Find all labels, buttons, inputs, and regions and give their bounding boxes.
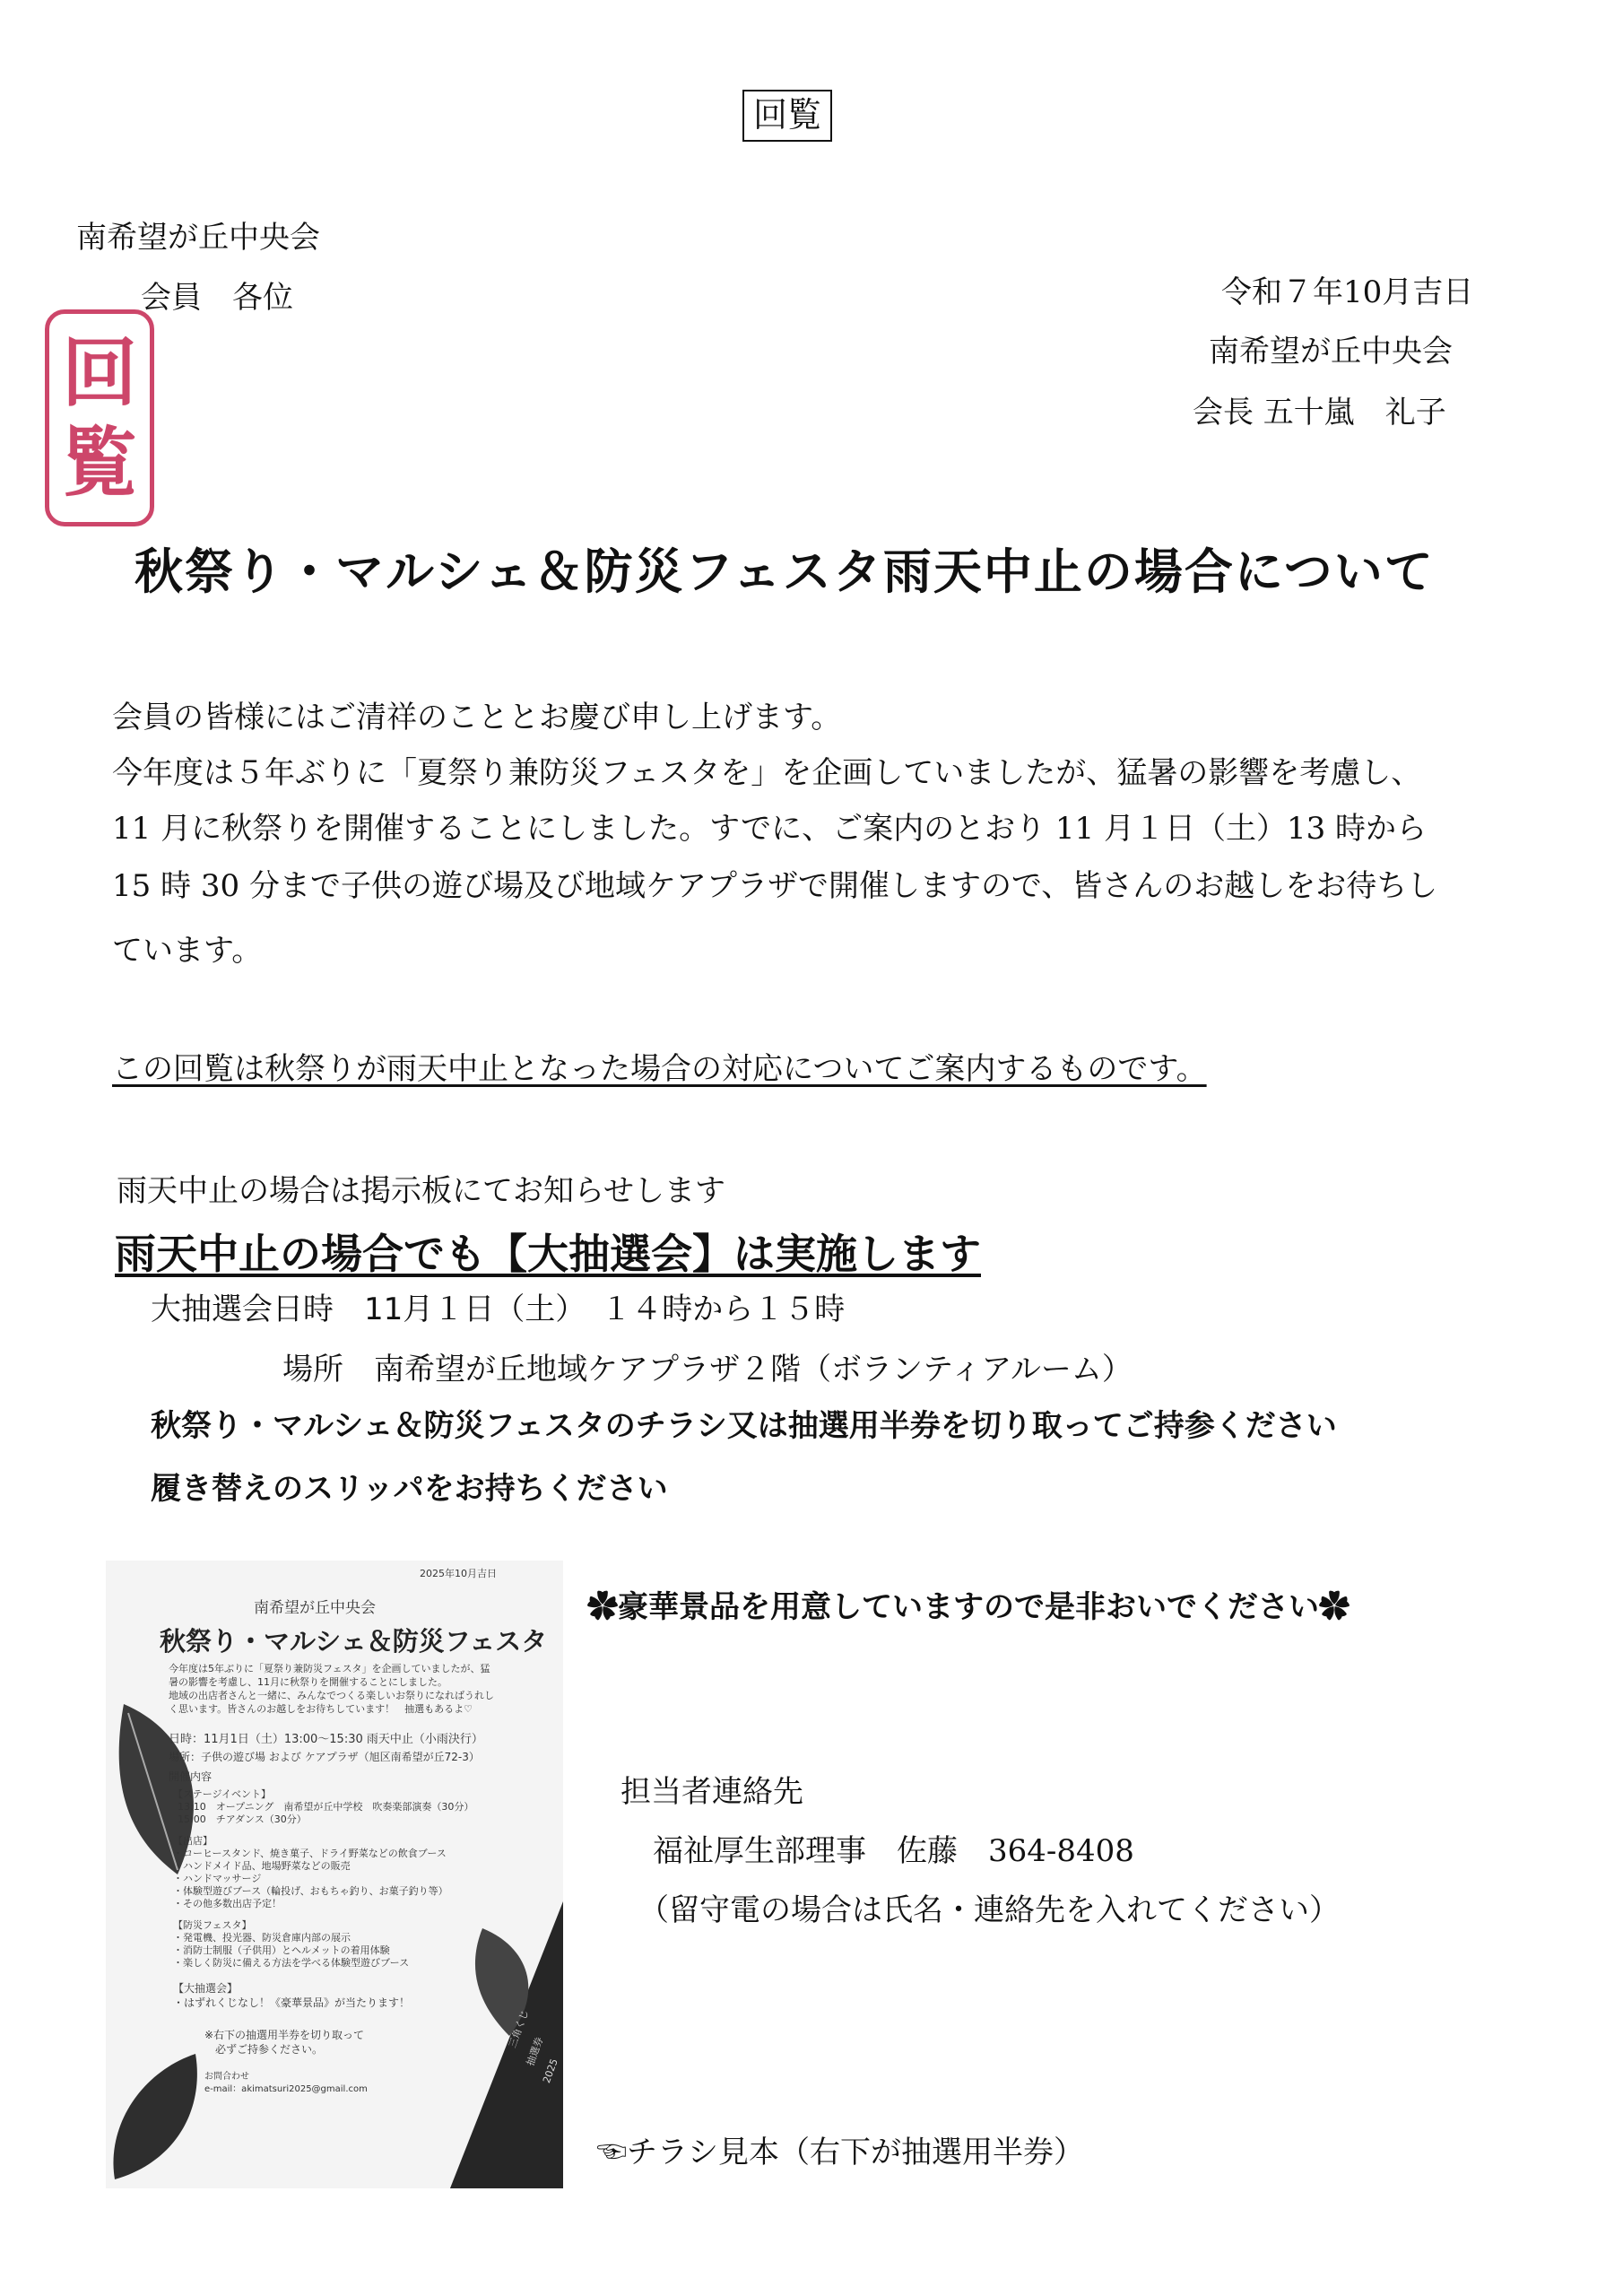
prize-line [587, 1589, 1350, 1626]
flyer-place: 場所：子供の遊び場 および ケアプラザ（旭区南希望が丘72-3） [169, 1751, 480, 1763]
flower-icon: ✿ [587, 1589, 618, 1625]
flyer-cut-note: 必ずご持参ください。 [204, 2043, 324, 2056]
flyer-bosai-line: ・消防士制服（子供用）とヘルメットの着用体験 [173, 1944, 390, 1956]
flyer-stall-line: ・体験型遊びブース（輪投げ、おもちゃ釣り、お菓子釣り等） [173, 1885, 448, 1897]
flower-icon: ✿ [1319, 1589, 1350, 1625]
flyer-date: 2025年10月吉日 [420, 1568, 497, 1579]
intro-line: 15 時 30 分まで子供の遊び場及び地域ケアプラザで開催しますので、皆さんのお越しをお待ちし [112, 868, 1438, 904]
flyer-stall-line: ・コーヒースタンド、焼き菓子、ドライ野菜などの飲食ブース [173, 1848, 447, 1859]
flyer-bosai-line: ・発電機、投光器、防災倉庫内部の展示 [173, 1932, 351, 1944]
contact-note: （留守電の場合は氏名・連絡先を入れてください） [638, 1892, 1340, 1928]
flyer-intro-line: 暑の影響を考慮し、11月に秋祭りを開催することにしました。 [169, 1676, 447, 1688]
flyer-cut-note: ※右下の抽選用半券を切り取って [204, 2029, 365, 2041]
sender-org: 南希望が丘中央会 [1209, 334, 1453, 370]
flyer-stage-line: 15:00 チアダンス（30分） [178, 1813, 307, 1825]
intro-line: 会員の皆様にはご清祥のこととお慶び申し上げます。 [112, 700, 842, 735]
stamp-char-1: 回 [61, 328, 137, 417]
flyer-intro-line: 今年度は5年ぶりに「夏祭り兼防災フェスタ」を企画していましたが、猛 [169, 1663, 490, 1674]
flyer-bosai-line: 【防災フェスタ】 [173, 1919, 252, 1931]
stamp-char-2: 覧 [61, 418, 137, 507]
flyer-stall-line: ・ハンドマッサージ [173, 1873, 262, 1884]
flyer-ticket-line: 三角くじ [506, 2008, 532, 2050]
flyer-intro-line: く思います。皆さんのお越しをお待ちしています！ 抽選もあるよ♡ [169, 1703, 473, 1715]
rain-notice: 雨天中止の場合は掲示板にてお知らせします [117, 1173, 725, 1209]
intro-line: 11 月に秋祭りを開催することにしました。すでに、ご案内のとおり 11 月１日（土）13 時から [112, 811, 1428, 847]
flyer-stall-line: ・その他多数出店予定！ [173, 1898, 282, 1909]
flyer-contents-heading: 開催内容 [169, 1770, 213, 1783]
sender-date: 令和７年10月吉日 [1221, 274, 1474, 310]
flyer-bosai-line: ・楽しく防災に備える方法を学べる体験型遊びブース [173, 1957, 410, 1969]
flyer-ticket-line: 抽選券 [524, 2035, 546, 2068]
intro-line: ています。 [112, 933, 263, 969]
sender-name: 会長 五十嵐 礼子 [1193, 395, 1446, 430]
flyer-caption [596, 2135, 1084, 2171]
flyer-ticket-line: 2025 [541, 2057, 560, 2085]
flyer-contact: お問合わせ [204, 2072, 249, 2082]
contact-person: 福祉厚生部理事 佐藤 364-8408 [653, 1833, 1134, 1869]
contact-heading: 担当者連絡先 [621, 1774, 803, 1810]
circulation-stamp [45, 309, 154, 526]
flyer-sample [106, 1561, 563, 2188]
flyer-stage-line: 13:10 オープニング 南希望が丘中学校 吹奏楽部演奏（30分） [178, 1801, 474, 1813]
pointing-hand-icon: ☜ [596, 2135, 627, 2170]
main-title: 秋祭り・マルシェ＆防災フェスタ雨天中止の場合について [135, 543, 1435, 600]
flyer-stall-line: ・ハンドメイド品、地場野菜などの販売 [173, 1860, 351, 1872]
flyer-stall-line: 【出店】 [173, 1835, 213, 1847]
flyer-org: 南希望が丘中央会 [254, 1599, 376, 1617]
circulation-title: 回覧 [742, 90, 832, 142]
notice-underlined: この回覧は秋祭りが雨天中止となった場合の対応についてご案内するものです。 [112, 1051, 1207, 1087]
lottery-headline: 雨天中止の場合でも【大抽選会】は実施します [115, 1230, 981, 1278]
lottery-datetime: 大抽選会日時 11月１日（土） １４時から１５時 [151, 1292, 846, 1327]
flyer-stage-line: 【ステージイベント】 [173, 1788, 272, 1800]
lottery-place: 場所 南希望が丘地域ケアプラザ２階（ボランティアルーム） [282, 1352, 1133, 1387]
lottery-slippers: 履き替えのスリッパをお持ちください [151, 1471, 668, 1507]
addressee-org: 南希望が丘中央会 [76, 220, 320, 256]
flyer-title: 秋祭り・マルシェ＆防災フェスタ [160, 1626, 548, 1657]
flyer-contact: e-mail：akimatsuri2025@gmail.com [204, 2084, 368, 2094]
flyer-caption-text: チラシ見本（右下が抽選用半券） [627, 2135, 1084, 2170]
leaf-icon [106, 2045, 213, 2188]
addressee-recipients: 会員 各位 [141, 280, 293, 316]
flyer-lottery-line: ・はずれくじなし！《豪華景品》が当たります！ [173, 1996, 411, 2009]
intro-line: 今年度は５年ぶりに「夏祭り兼防災フェスタを」を企画していましたが、猛暑の影響を考慮し、 [112, 755, 1422, 791]
flyer-intro-line: 地域の出店者さんと一緒に、みんなでつくる楽しいお祭りになればうれし [169, 1690, 494, 1701]
prize-text: 豪華景品を用意していますので是非おいでください [618, 1589, 1319, 1625]
flyer-datetime: 日時：11月1日（土）13:00〜15:30 雨天中止（小雨決行） [169, 1733, 483, 1746]
lottery-bring: 秋祭り・マルシェ＆防災フェスタのチラシ又は抽選用半券を切り取ってご持参ください [151, 1408, 1337, 1444]
flyer-lottery-line: 【大抽選会】 [173, 1982, 239, 1995]
